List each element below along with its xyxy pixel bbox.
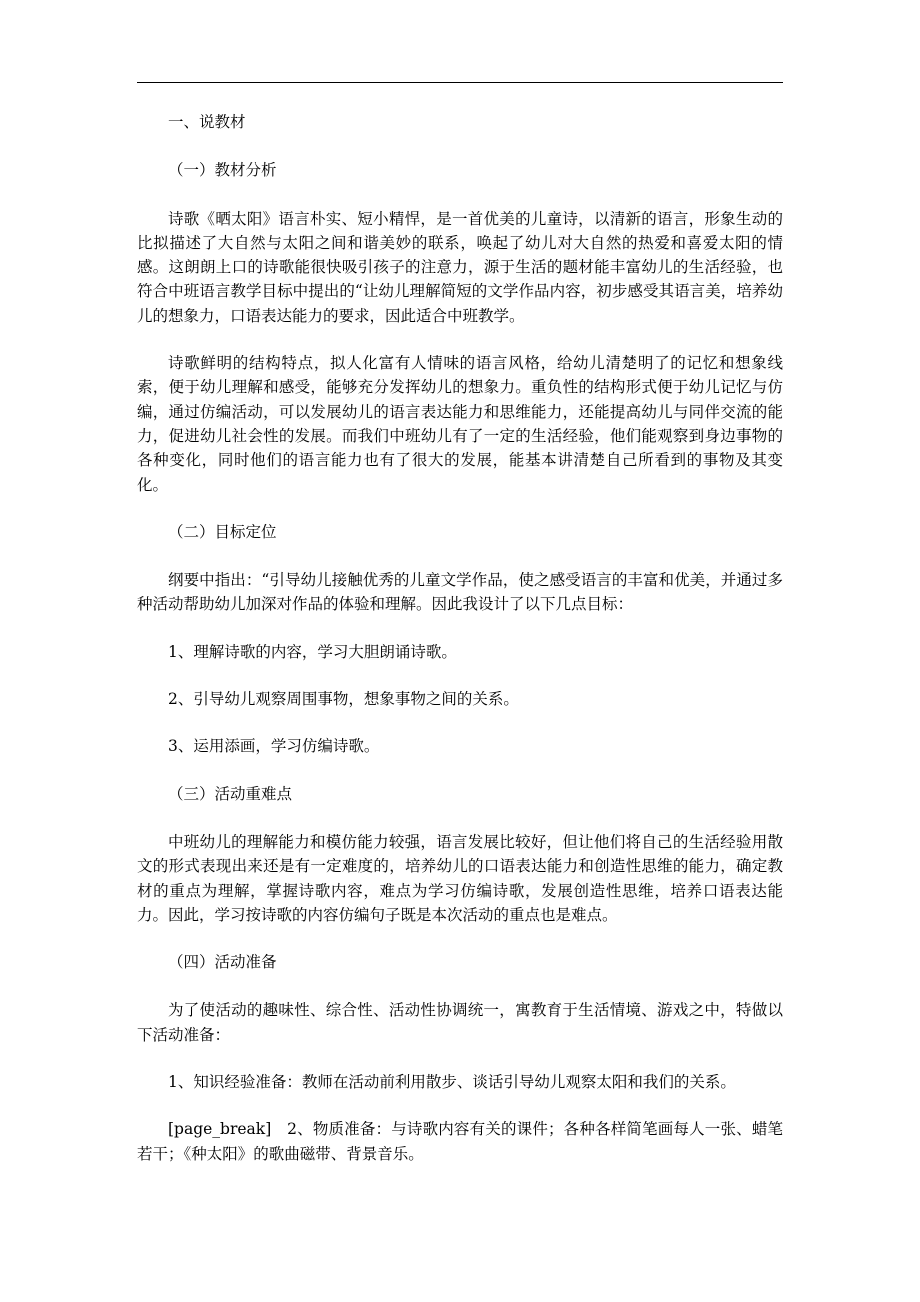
heading-explain-material: 一、说教材 (168, 113, 246, 131)
section-title-material-analysis: （一）教材分析 (168, 161, 277, 180)
paragraph-material-analysis-2: 诗歌鲜明的结构特点，拟人化富有人情味的语言风格，给幼儿清楚明了的记忆和想象线索，便于幼儿理解和感受，能够充分发挥幼儿的想象力。重负性的结构形式便于幼儿记忆与仿编，通过仿编活动，可以发展幼儿的语言表达能力和思维能力，还能提高幼儿与同伴交流的能力，促进幼儿社会性的发展。而我们中班幼儿有了一定的生活经验，他们能观察到身边事物的各种变化，同时他们的语言能力也有了很大的发展，能基本讲清楚自己所看到的事物及其变化。 (137, 354, 783, 494)
goal-item-3: 3、运用添画，学习仿编诗歌。 (168, 737, 380, 756)
goal-item-2: 2、引导幼儿观察周围事物，想象事物之间的关系。 (168, 690, 519, 709)
paragraph-preparation-intro: 为了使活动的趣味性、综合性、活动性协调统一，寓教育于生活情境、游戏之中，特做以下活动准备： (137, 1001, 783, 1044)
goal-item-1: 1、理解诗歌的内容，学习大胆朗诵诗歌。 (168, 642, 457, 661)
section-title-activity-preparation: （四）活动准备 (168, 953, 277, 972)
paragraph-goal-intro: 纲要中指出：“引导幼儿接触优秀的儿童文学作品，使之感受语言的丰富和优美，并通过多种活动帮助幼儿加深对作品的体验和理解。因此我设计了以下几点目标： (137, 571, 783, 614)
preparation-item-1: 1、知识经验准备：教师在活动前利用散步、谈话引导幼儿观察太阳和我们的关系。 (168, 1073, 736, 1092)
header-rule (137, 82, 783, 83)
paragraph-key-difficulties: 中班幼儿的理解能力和模仿能力较强，语言发展比较好，但让他们将自己的生活经验用散文的形式表现出来还是有一定难度的，培养幼儿的口语表达能力和创造性思维的能力，确定教材的重点为理解，掌握诗歌内容，难点为学习仿编诗歌，发展创造性思维，培养口语表达能力。因此，学习按诗歌的内容仿编句子既是本次活动的重点也是难点。 (137, 832, 783, 924)
paragraph-material-analysis-1: 诗歌《晒太阳》语言朴实、短小精悍，是一首优美的儿童诗，以清新的语言，形象生动的比拟描述了大自然与太阳之间和谐美妙的联系，唤起了幼儿对大自然的热爱和喜爱太阳的情感。这朗朗上口的诗歌能很快吸引孩子的注意力，源于生活的题材能丰富幼儿的生活经验，也符合中班语言教学目标中提出的“让幼儿理解简短的文学作品内容，初步感受其语言美，培养幼儿的想象力，口语表达能力的要求，因此适合中班教学。 (137, 209, 783, 325)
section-title-goal-positioning: （二）目标定位 (168, 522, 277, 541)
document-body (137, 110, 783, 1189)
section-title-key-difficulties: （三）活动重难点 (168, 784, 293, 803)
preparation-item-2: [page_break] 2、物质准备：与诗歌内容有关的课件；各种各样简笔画每人一张、蜡笔若干；《种太阳》的歌曲磁带、背景音乐。 (137, 1120, 783, 1163)
